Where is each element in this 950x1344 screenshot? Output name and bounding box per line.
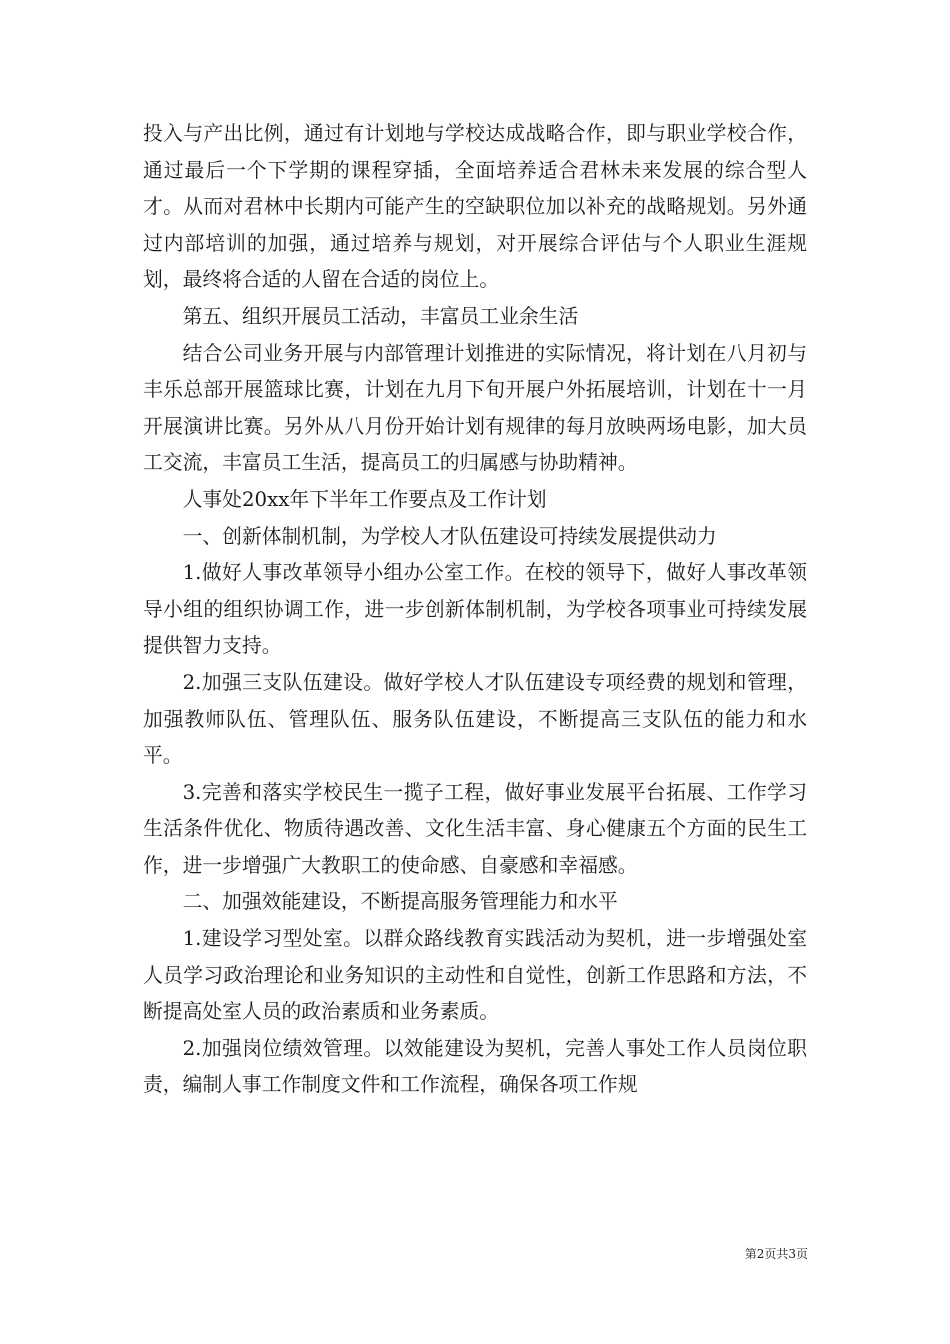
section-heading-five: 第五、组织开展员工活动，丰富员工业余生活 — [182, 304, 579, 328]
paragraph-continuation: 投入与产出比例，通过有计划地与学校达成战略合作，即与职业学校合作，通过最后一个下学期的课程穿插，全面培养适合君林未来发展的综合型人才。从而对君林中长期内可能产生的空缺职位加以补充的战略规划。另外通过内部培训的加强，通过培养与规划，对开展综合评估与个人职业生涯规划，最终将合适的人留在合适的岗位上。 — [143, 122, 807, 292]
section-heading-one: 一、创新体制机制，为学校人才队伍建设可持续发展提供动力 — [182, 524, 717, 548]
section-heading-two: 二、加强效能建设，不断提高服务管理能力和水平 — [182, 890, 618, 914]
paragraph-activities: 结合公司业务开展与内部管理计划推进的实际情况，将计划在八月初与丰乐总部开展篮球比赛，计划在九月下旬开展户外拓展培训，计划在十一月开展演讲比赛。另外从八月份开始计划有规律的每月放映两场电影，加大员工交流，丰富员工生活，提高员工的归属感与协助精神。 — [143, 341, 807, 475]
list-item-1-3: 3.完善和落实学校民生一揽子工程，做好事业发展平台拓展、工作学习生活条件优化、物质待遇改善、文化生活丰富、身心健康五个方面的民生工作，进一步增强广大教职工的使命感、自豪感和幸福感。 — [143, 780, 807, 877]
page-number-footer: 第2页共3页 — [744, 1247, 808, 1261]
list-item-2-1: 1.建设学习型处室。以群众路线教育实践活动为契机，进一步增强处室人员学习政治理论和业务知识的主动性和自觉性，创新工作思路和方法，不断提高处室人员的政治素质和业务素质。 — [143, 927, 807, 1024]
list-item-1-1: 1.做好人事改革领导小组办公室工作。在校的领导下，做好人事改革领导小组的组织协调工作，进一步创新体制机制，为学校各项事业可持续发展提供智力支持。 — [143, 561, 807, 658]
document-body — [143, 116, 807, 1104]
document-title: 人事处20xx年下半年工作要点及工作计划 — [182, 487, 547, 511]
list-item-2-2: 2.加强岗位绩效管理。以效能建设为契机，完善人事处工作人员岗位职责，编制人事工作制度文件和工作流程，确保各项工作规 — [143, 1036, 807, 1097]
list-item-1-2: 2.加强三支队伍建设。做好学校人才队伍建设专项经费的规划和管理，加强教师队伍、管理队伍、服务队伍建设，不断提高三支队伍的能力和水平。 — [143, 670, 807, 768]
